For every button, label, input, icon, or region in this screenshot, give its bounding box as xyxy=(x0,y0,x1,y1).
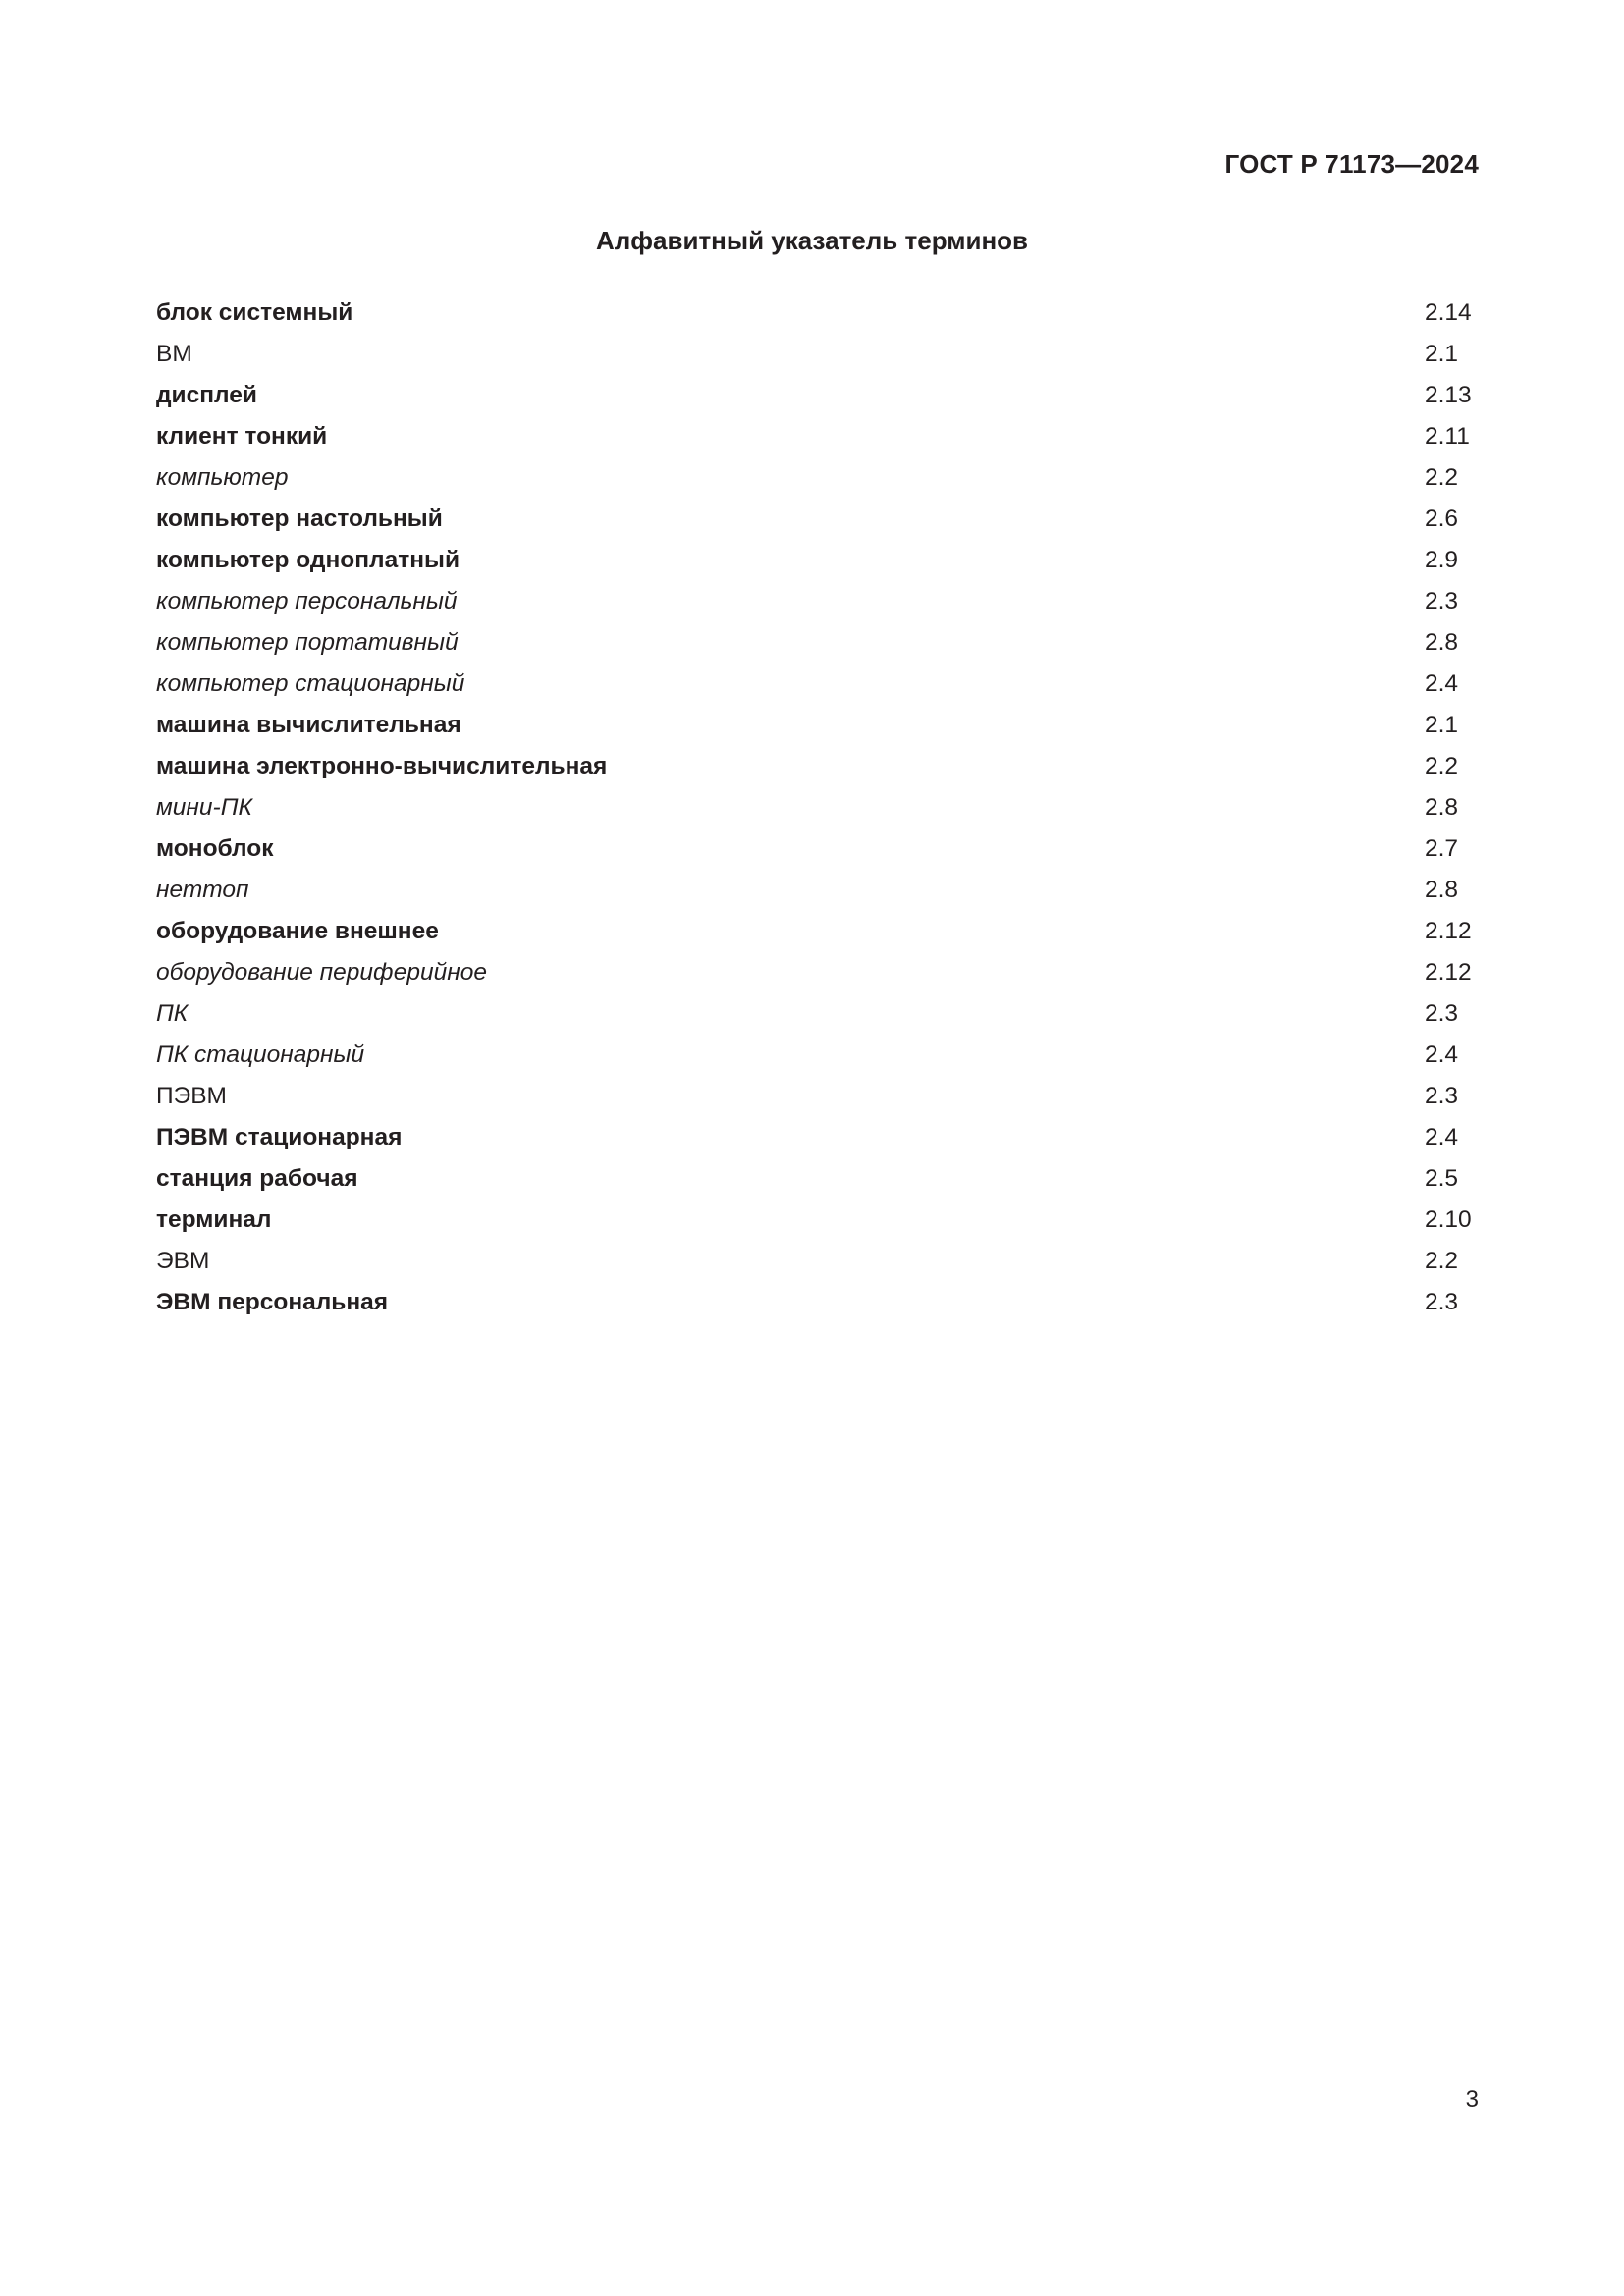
term-row xyxy=(156,461,1482,503)
term-label: компьютер xyxy=(156,464,289,491)
term-row xyxy=(156,791,1482,832)
term-reference: 2.12 xyxy=(1425,959,1472,986)
term-label: мини-ПК xyxy=(156,794,252,821)
term-label: ВМ xyxy=(156,341,192,367)
document-code: ГОСТ Р 71173—2024 xyxy=(1224,149,1479,179)
term-label: ПЭВМ xyxy=(156,1083,227,1109)
term-reference: 2.2 xyxy=(1425,464,1459,491)
term-label: ПЭВМ стационарная xyxy=(156,1124,403,1150)
term-label: компьютер стационарный xyxy=(156,670,465,697)
term-row xyxy=(156,1203,1482,1245)
term-reference: 2.4 xyxy=(1425,1041,1459,1068)
term-row xyxy=(156,1162,1482,1203)
term-row xyxy=(156,709,1482,750)
term-reference: 2.9 xyxy=(1425,547,1459,573)
term-row xyxy=(156,503,1482,544)
term-label: компьютер портативный xyxy=(156,629,459,656)
term-label: неттоп xyxy=(156,877,249,903)
term-label: компьютер настольный xyxy=(156,506,443,532)
term-reference: 2.5 xyxy=(1425,1165,1459,1192)
term-label: клиент тонкий xyxy=(156,423,328,450)
term-reference: 2.2 xyxy=(1425,753,1459,779)
index-title: Алфавитный указатель терминов xyxy=(595,226,1029,255)
term-row xyxy=(156,997,1482,1039)
term-label: оборудование периферийное xyxy=(156,959,488,986)
term-row xyxy=(156,626,1482,667)
term-reference: 2.8 xyxy=(1425,794,1459,821)
term-row xyxy=(156,832,1482,874)
term-reference: 2.3 xyxy=(1425,1000,1459,1027)
term-row xyxy=(156,296,1482,338)
term-label: блок системный xyxy=(156,299,353,326)
term-row xyxy=(156,1080,1482,1121)
term-label: ЭВМ xyxy=(156,1248,210,1274)
term-reference: 2.4 xyxy=(1425,670,1459,697)
term-row xyxy=(156,544,1482,585)
term-row xyxy=(156,1039,1482,1080)
term-row xyxy=(156,420,1482,461)
term-label: компьютер одноплатный xyxy=(156,547,460,573)
term-reference: 2.8 xyxy=(1425,877,1459,903)
term-reference: 2.13 xyxy=(1425,382,1472,408)
term-row xyxy=(156,1245,1482,1286)
term-reference: 2.3 xyxy=(1425,1289,1459,1315)
term-row xyxy=(156,585,1482,626)
term-label: машина вычислительная xyxy=(156,712,461,738)
term-row xyxy=(156,379,1482,420)
term-label: машина электронно-вычислительная xyxy=(156,753,608,779)
term-label: станция рабочая xyxy=(156,1165,358,1192)
term-reference: 2.3 xyxy=(1425,588,1459,614)
term-row xyxy=(156,1286,1482,1327)
term-row xyxy=(156,1121,1482,1162)
term-row xyxy=(156,874,1482,915)
term-reference: 2.11 xyxy=(1425,423,1470,450)
term-reference: 2.1 xyxy=(1425,341,1459,367)
term-label: терминал xyxy=(156,1206,272,1233)
term-reference: 2.1 xyxy=(1425,712,1459,738)
term-reference: 2.4 xyxy=(1425,1124,1459,1150)
term-label: ПК xyxy=(156,1000,189,1027)
terms-index-list xyxy=(156,296,1482,1327)
term-reference: 2.12 xyxy=(1425,918,1472,944)
term-row xyxy=(156,338,1482,379)
term-label: моноблок xyxy=(156,835,274,862)
term-reference: 2.6 xyxy=(1425,506,1459,532)
term-reference: 2.2 xyxy=(1425,1248,1459,1274)
term-row xyxy=(156,915,1482,956)
term-row xyxy=(156,667,1482,709)
term-reference: 2.14 xyxy=(1425,299,1472,326)
term-reference: 2.3 xyxy=(1425,1083,1459,1109)
term-row xyxy=(156,956,1482,997)
term-label: дисплей xyxy=(156,382,257,408)
term-reference: 2.10 xyxy=(1425,1206,1472,1233)
term-label: ЭВМ персональная xyxy=(156,1289,389,1315)
term-row xyxy=(156,750,1482,791)
term-reference: 2.7 xyxy=(1425,835,1459,862)
term-reference: 2.8 xyxy=(1425,629,1459,656)
term-label: ПК стационарный xyxy=(156,1041,365,1068)
page-number: 3 xyxy=(1465,2086,1479,2112)
term-label: компьютер персональный xyxy=(156,588,458,614)
term-label: оборудование внешнее xyxy=(156,918,439,944)
